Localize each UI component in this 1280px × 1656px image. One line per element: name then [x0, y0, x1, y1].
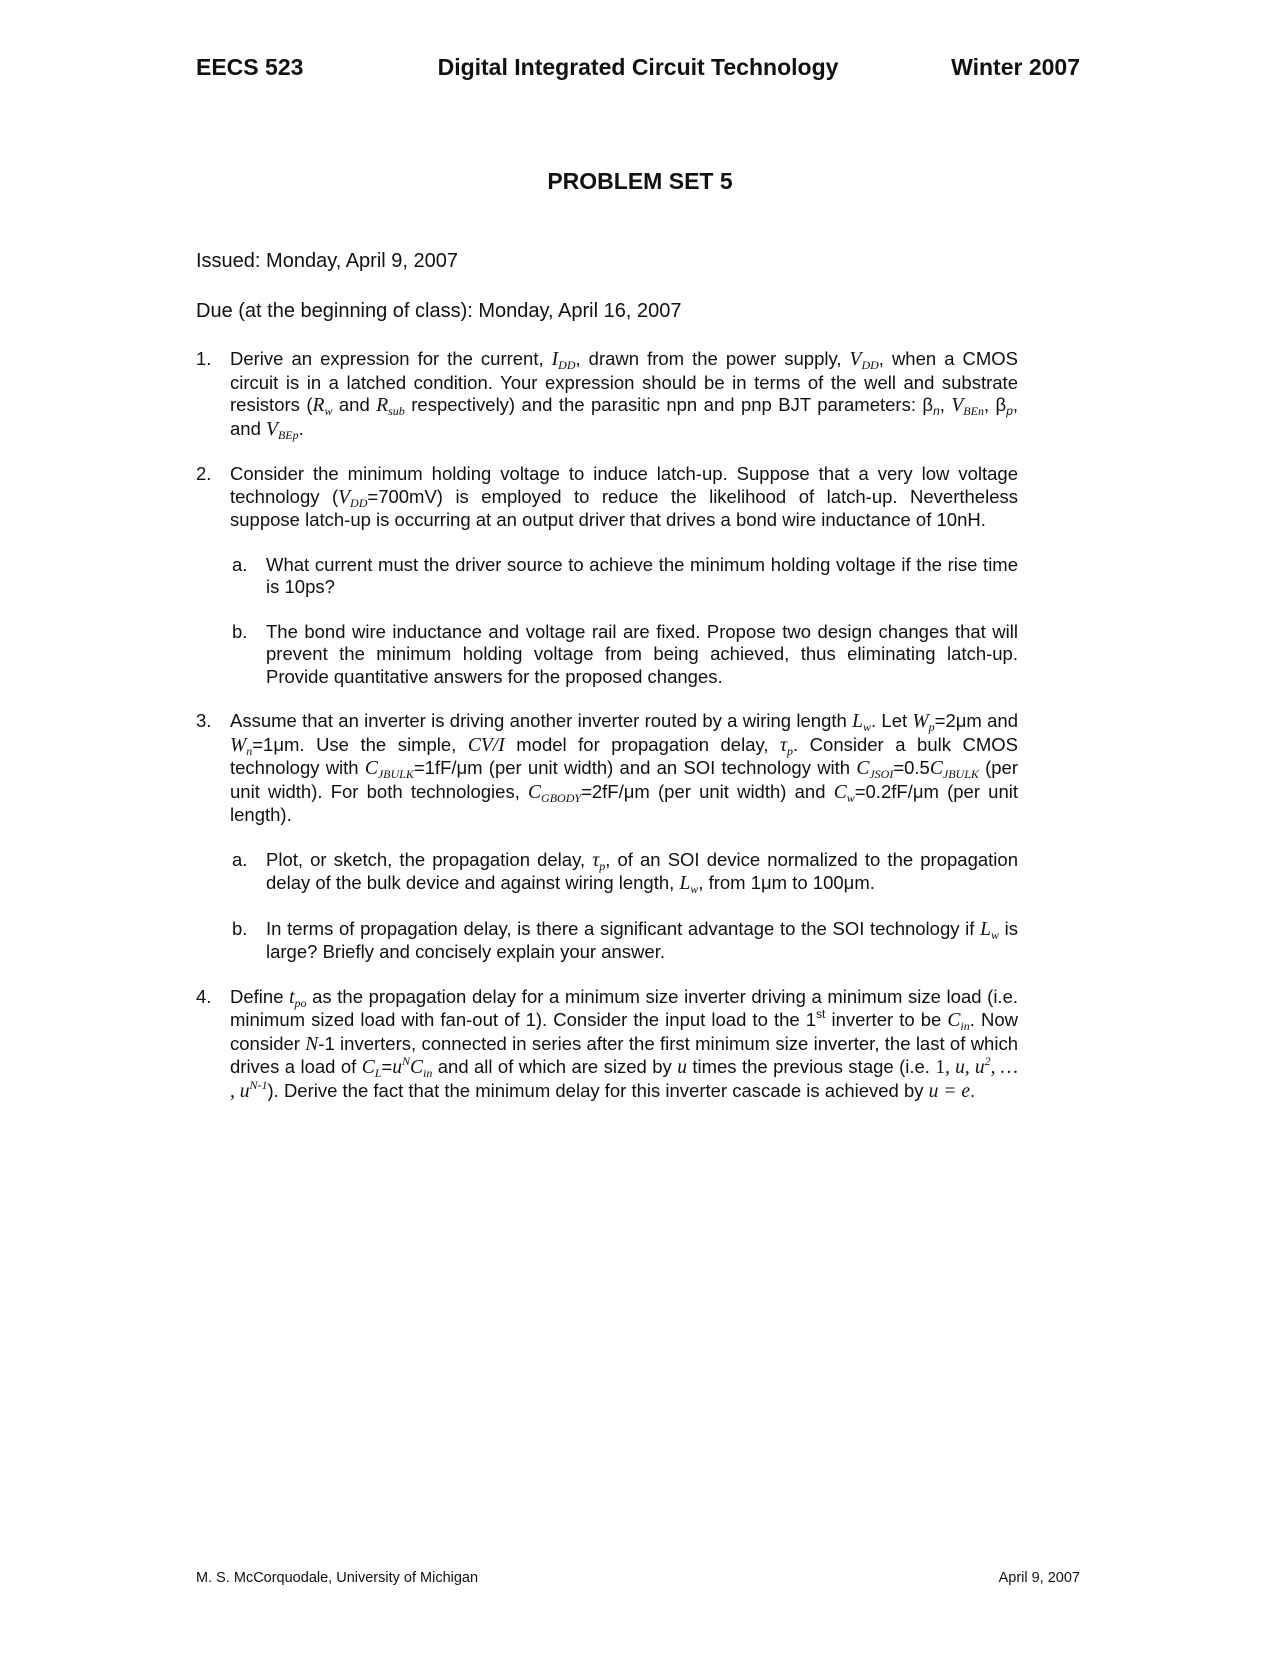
part-text: What current must the driver source to achieve the minimum holding voltage if the rise time is 10ps?: [266, 553, 1018, 597]
problem-3: [196, 710, 1018, 827]
problem-number: 2.: [196, 463, 212, 484]
course-title: Digital Integrated Circuit Technology: [437, 54, 839, 80]
problem-number: 3.: [196, 710, 212, 731]
problem-number: 4.: [196, 985, 212, 1007]
problem-2a: [196, 554, 1018, 599]
problem-text: Assume that an inverter is driving another inverter routed by a wiring length $L_w$. Let $W_p=2\mu m$ and $W_n=1\mu m$. Use the simple, CV/I model for propagation delay, $\tau_p$. Consider a bulk CMOS technology with $C_{JBULK}=1fF/\mu m$ (per unit width) and an SOI technology with $C_{JSOI}=0.5C_{JBULK}$ (per unit width). For both technologies, $C_{GBODY}=2fF/\mu m$ (per unit width) and $C_w=0.2fF/\mu m$ (per unit length).: [230, 710, 1019, 825]
part-letter: b.: [232, 917, 248, 939]
due-date: Due (at the beginning of class): Monday, April 16, 2007: [196, 300, 682, 322]
part-text: The bond wire inductance and voltage rail are fixed. Propose two design changes that will prevent the minimum holding voltage from being achieved, thus eliminating latch-up. Provide quantitative answers for the proposed changes.: [266, 620, 1018, 687]
problem-list: [196, 348, 1018, 1125]
problem-2: [196, 463, 1018, 532]
problem-3a: [196, 849, 1018, 896]
part-letter: a.: [232, 848, 248, 870]
page-title: PROBLEM SET 5: [547, 168, 733, 194]
problem-number: 1.: [196, 348, 212, 369]
problem-2b: [196, 621, 1018, 689]
issued-date: Issued: Monday, April 9, 2007: [196, 250, 459, 272]
part-letter: a.: [232, 553, 248, 575]
problem-4: [196, 986, 1018, 1104]
term: Winter 2007: [951, 54, 1080, 80]
page-header: [196, 54, 1080, 86]
problem-1: [196, 348, 1018, 441]
problem-text: Define $t_{po}$ as the propagation delay for a minimum size inverter driving a minimum size load (i.e. minimum sized load with fan-out of 1). Consider the input load to the 1st inverter to be $C_{in}$. Now consider N-1 inverters, connected in series after the first minimum size inverter, the last of which drives a load of $C_L=u^NC_{in}$ and all of which are sized by u times the previous stage (i.e. 1, u, $u^2$, … , $u^{N-1}$). Derive the fact that the minimum delay for this inverter cascade is achieved by u = e.: [230, 985, 1019, 1102]
part-letter: b.: [232, 620, 248, 642]
footer-author: M. S. McCorquodale, University of Michigan: [196, 1570, 479, 1586]
course-number: EECS 523: [196, 54, 304, 80]
problem-text: Consider the minimum holding voltage to induce latch-up. Suppose that a very low voltage technology $(V_{DD}=700mV)$ is employed to reduce the likelihood of latch-up. Nevertheless suppose latch-up is occurring at an output driver that drives a bond wire inductance of 10nH.: [230, 463, 1018, 530]
part-text: In terms of propagation delay, is there a significant advantage to the SOI technology if $L_w$ is large? Briefly and concisely explain your answer.: [266, 917, 1018, 962]
problem-3b: [196, 918, 1018, 964]
part-text: Plot, or sketch, the propagation delay, $\tau_p$, of an SOI device normalized to the propagation delay of the bulk device and against wiring length, $L_w$, from 1μm to 100μm.: [266, 848, 1018, 896]
problem-text: Derive an expression for the current, $I_{DD}$, drawn from the power supply, $V_{DD}$, when a CMOS circuit is in a latched condition. Your expression should be in terms of the well and substrate resistors ($R_w$ and $R_{sub}$ respectively) and the parasitic npn and pnp BJT parameters: $\beta_n$, $V_{BEn}$, $\beta_p$, and $V_{BEp}$.: [230, 348, 1019, 442]
footer-date: April 9, 2007: [998, 1570, 1080, 1586]
